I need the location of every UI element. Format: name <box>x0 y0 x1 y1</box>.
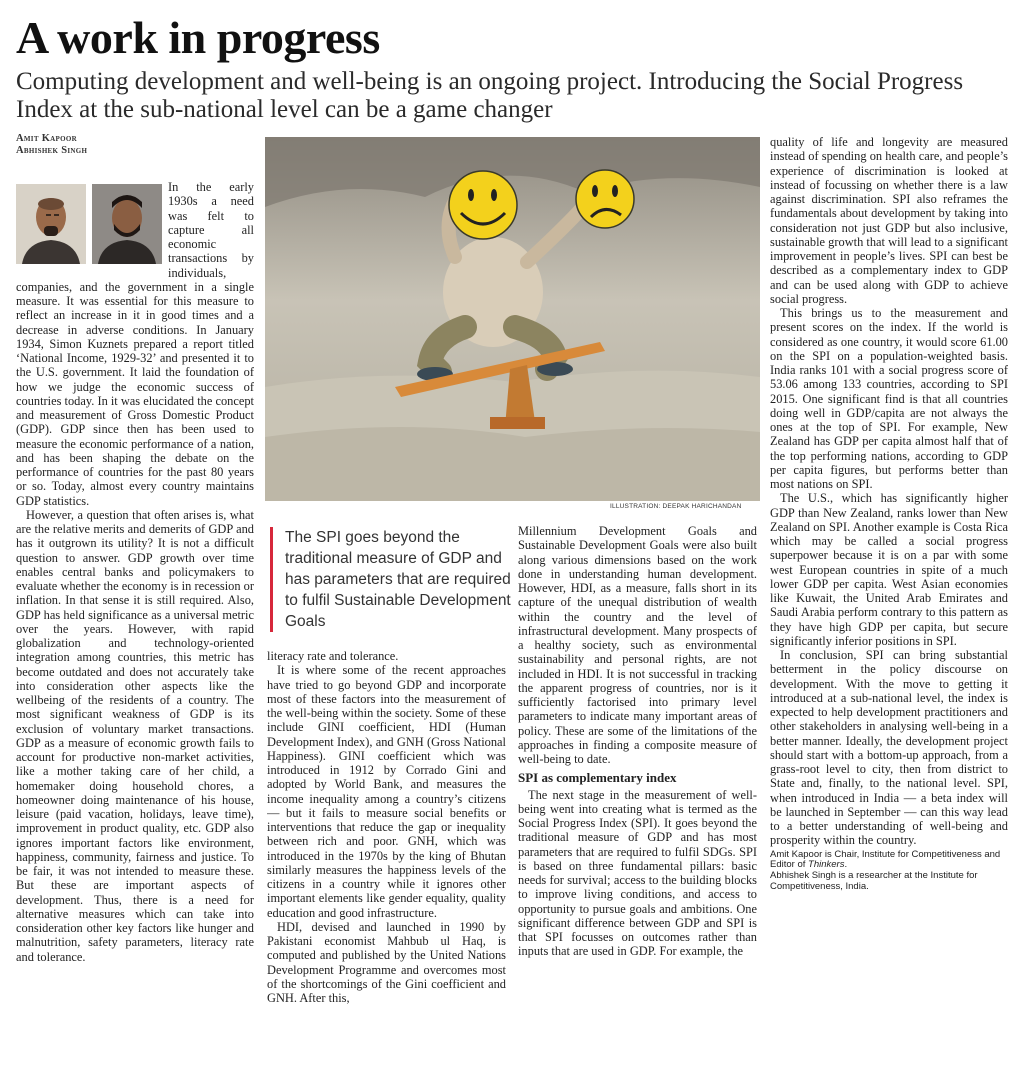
author-photos <box>16 180 162 266</box>
article-paragraph: However, a question that often arises is, what are the relative merits and demerits of GDP and has it outgrown its utility? It is not a difficult question to answer. GDP growth over time enables central banks and policymakers to evaluate whether the economy is in recession or inflation. In that sense it is still required. Also, GDP has held significance as a universal metric over the years. However, with rapid globalization and technology-oriented integration among countries, this metric has become outdated and does not accurately take into consideration other aspects like the wellbeing of the residents of a country. The most significant weakness of GDP is its exclusion of voluntary market transactions. GDP as a measure of economic growth fails to account for productive non-market activities, like a mother taking care of her child, a homemaker doing household chores, a homeowner doing maintenance of his house, leisure (paid vacation, holidays, leave time), improvement in product quality, etc. GDP also ignores important factors like environment, happiness, community, fairness and justice. To be fair, it was not intended to measure these. But these are important aspects of development. Thus, there is a need for alternative measures which can take into consideration other key factors like hunger and malnutrition, safety parameters, literacy rate and tolerance. <box>16 507 254 964</box>
author-photo-abhishek-singh <box>92 184 162 264</box>
article-column-2 <box>267 649 506 1059</box>
article-paragraph: The next stage in the measurement of well-being went into creating what is termed as the Social Progress Index (SPI). It goes beyond the traditional measure of GDP and has most parameters that are required to fulfil SDGs. SPI is based on three fundamental pillars: basic needs for survival; access to the building blocks to improve living conditions, and access to opportunity to pursue goals and ambitions. One significant difference between GDP and SPI is that SPI focusses on outcomes rather than inputs that are used in GDP. For example, the <box>518 787 757 959</box>
article-column-3 <box>518 524 757 1062</box>
author-name: Amit Kapoor <box>16 133 77 144</box>
article-column-4 <box>770 135 1008 1005</box>
headline: A work in progress <box>16 12 380 63</box>
author-photo-amit-kapoor <box>16 184 86 264</box>
article-paragraph-continued: Millennium Development Goals and Sustainable Development Goals were also built along various dimensions based on the work done in understanding human development. However, HDI, as a measure, falls short in its capture of the unequal distribution of wealth within the country and the level of infrastructural development. Many prospects of a healthy society, such as environmental sustainability and personal rights, are not included in HDI. It is not successful in tracking the apparent progress of countries, nor is it sufficiently factorised into primary level parameters to indicate many important areas of policy. These are some of the limitations of the approaches in finding a composite measure of well-being to date. <box>518 524 757 766</box>
article-paragraph: The U.S., which has significantly higher GDP than New Zealand, ranks lower than New Zealand on SPI. Another example is Costa Rica which may be called a social progress superpower because it is on a par with some west European countries in spite of a much lower GDP per capita. West Asian economies like Kuwait, the United Arab Emirates and Saudi Arabia perform contrary to this pattern as they have high GDP per capita, but secure significantly inferior positions in SPI. <box>770 491 1008 648</box>
author-bio-line: Abhishek Singh is a researcher at the Institute for Competitiveness, India. <box>770 870 978 892</box>
article-paragraph: In conclusion, SPI can bring substantial betterment in the policy discourse on development. With the move to getting it introduced at a sub-national level, the index is expected to help development practitioners and other stakeholders in analysing well-being in a better manner. Ideally, the development project should start with a bottom-up approach, from a grass-root level to city, then from district to State and, finally, to the national level. SPI, when introduced in India — a beta index will be launched in September — can this way lead to a better understanding of well-being and prosperity within the country. <box>770 648 1008 848</box>
article-paragraph: HDI, devised and launched in 1990 by Pakistani economist Mahbub ul Haq, is computed and published by the United Nations Development Programme and overcomes most of the shortcomings of the Gini coefficient and GNH. After this, <box>267 919 506 1005</box>
article-paragraph-continued: quality of life and longevity are measured instead of spending on health care, and people’s experience of discrimination is looked at instead of focussing on whether there is a law against discrimination. SPI also reframes the fundamentals about development by taking into consideration not just GDP but also inclusive, sustainable growth that will lead to a significant improvement in people’s lives. SPI can best be described as a complementary index to GDP and can be used along with GDP to achieve social progress. <box>770 135 1008 306</box>
article-paragraph-continued: literacy rate and tolerance. <box>267 649 399 663</box>
section-subhead: SPI as complementary index <box>518 770 677 786</box>
author-bio <box>770 850 1008 893</box>
article-paragraph: It is where some of the recent approaches have tried to go beyond GDP and incorporate most of these factors into the measurement of the well-being within the society. Some of these include GINI coefficient, HDI (Human Development Index), and GNH (Gross National Happiness). GINI coefficient which was introduced in 1912 by Corrado Gini and adopted by World Bank, and measures the income inequality among a country’s citizens — but it fails to measure social benefits or interventions that reduce the gap or inequality between rich and poor. GNH, which was introduced in the 1970s by the king of Bhutan similarly measures the happiness levels of the citizens in a country while it ignores other important elements like gender equality, quality education and good infrastructure. <box>267 663 506 920</box>
article-paragraph: This brings us to the measurement and present scores on the index. If the world is considered as one country, it would score 61.00 on the SPI on a population-weighted basis. India ranks 101 with a social progress score of 53.06 among 133 countries, according to SPI 2015. One significant find is that all countries doing well in GDP/capita are not always the ones at the top of SPI. For example, New Zealand has GDP per capita almost half that of the top performing nations, according to GDP per capita figures, but performs better than most nations on SPI. <box>770 306 1008 491</box>
author-bio-line: Amit Kapoor is Chair, Institute for Competitiveness and Editor of <box>770 848 1001 871</box>
article-paragraph: In the early 1930s a need was felt to capture all economic transactions by individuals, companies, and the government in a single measure. It was essential for this measure to reflect an increase in it in good times and a decrease in adverse conditions. In January 1934, Simon Kuznets prepared a report titled ‘National Income, 1929-32’ and presented it to the U.S. government. It laid the foundation of how we judge the economic success of countries today. In it was elucidated the concept and measurement of Gross Domestic Product (GDP). GDP since then has been used to measure the economic performance of a nation, and has been shaping the debate on the performance of countries for the past 80 years or so. Today, almost every country maintains GDP statistics. <box>16 180 254 508</box>
pull-quote: The SPI goes beyond the traditional measure of GDP and has parameters that are required to fulfil Sustainable Development Goals <box>270 527 525 632</box>
illustration <box>265 137 760 501</box>
author-name: Abhishek Singh <box>16 145 88 156</box>
byline <box>16 133 256 157</box>
standfirst: Computing development and well-being is an ongoing project. Introducing the Social Progress Index at the sub-national level can be a game changer <box>16 68 964 123</box>
article-column-1 <box>16 180 254 1056</box>
author-bio-punct: . <box>844 859 848 871</box>
publication-name: Thinkers <box>808 859 845 871</box>
illustration-credit: ILLUSTRATION: DEEPAK HARICHANDAN <box>610 503 742 510</box>
